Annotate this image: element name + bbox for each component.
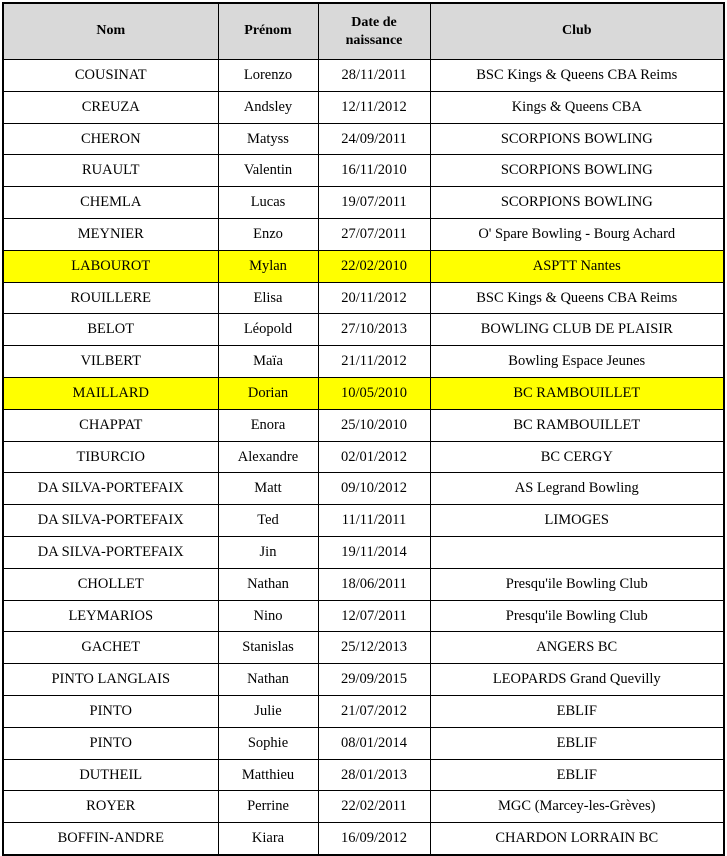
cell-club: Presqu'ile Bowling Club (430, 600, 724, 632)
cell-prenom: Matyss (218, 123, 318, 155)
cell-date: 08/01/2014 (318, 727, 430, 759)
column-header-nom: Nom (3, 3, 218, 60)
cell-date: 28/11/2011 (318, 60, 430, 92)
cell-prenom: Lucas (218, 187, 318, 219)
cell-prenom: Mylan (218, 250, 318, 282)
cell-club: MGC (Marcey-les-Grèves) (430, 791, 724, 823)
cell-date: 21/11/2012 (318, 346, 430, 378)
table-row (3, 60, 724, 92)
column-header-date-line1: Date de (351, 15, 397, 30)
table-row (3, 505, 724, 537)
cell-nom: MAILLARD (3, 377, 218, 409)
table-row (3, 473, 724, 505)
table-body (3, 60, 724, 855)
table-row (3, 187, 724, 219)
cell-date: 10/05/2010 (318, 377, 430, 409)
table-row (3, 250, 724, 282)
cell-club: Presqu'ile Bowling Club (430, 568, 724, 600)
cell-prenom: Lorenzo (218, 60, 318, 92)
table-row (3, 759, 724, 791)
cell-prenom: Nathan (218, 664, 318, 696)
cell-date: 24/09/2011 (318, 123, 430, 155)
cell-club: SCORPIONS BOWLING (430, 155, 724, 187)
cell-date: 22/02/2010 (318, 250, 430, 282)
cell-nom: DUTHEIL (3, 759, 218, 791)
table-row (3, 664, 724, 696)
cell-date: 16/11/2010 (318, 155, 430, 187)
cell-prenom: Alexandre (218, 441, 318, 473)
column-header-date-naissance (318, 3, 430, 60)
table-row (3, 409, 724, 441)
cell-prenom: Stanislas (218, 632, 318, 664)
cell-nom: LABOUROT (3, 250, 218, 282)
table-row (3, 314, 724, 346)
cell-nom: BELOT (3, 314, 218, 346)
cell-club: EBLIF (430, 695, 724, 727)
cell-nom: MEYNIER (3, 218, 218, 250)
cell-nom: CHOLLET (3, 568, 218, 600)
cell-date: 29/09/2015 (318, 664, 430, 696)
cell-nom: DA SILVA-PORTEFAIX (3, 473, 218, 505)
cell-nom: BOFFIN-ANDRE (3, 823, 218, 855)
cell-nom: DA SILVA-PORTEFAIX (3, 505, 218, 537)
cell-club: LIMOGES (430, 505, 724, 537)
cell-nom: CHEMLA (3, 187, 218, 219)
column-header-date-line2: naissance (345, 32, 403, 48)
table-row (3, 568, 724, 600)
cell-prenom: Andsley (218, 91, 318, 123)
table-header (3, 3, 724, 60)
cell-date: 11/11/2011 (318, 505, 430, 537)
cell-date: 18/06/2011 (318, 568, 430, 600)
cell-prenom: Perrine (218, 791, 318, 823)
cell-prenom: Julie (218, 695, 318, 727)
cell-nom: GACHET (3, 632, 218, 664)
cell-club: LEOPARDS Grand Quevilly (430, 664, 724, 696)
cell-prenom: Valentin (218, 155, 318, 187)
cell-nom: ROUILLERE (3, 282, 218, 314)
cell-date: 02/01/2012 (318, 441, 430, 473)
cell-prenom: Matthieu (218, 759, 318, 791)
cell-nom: VILBERT (3, 346, 218, 378)
cell-prenom: Elisa (218, 282, 318, 314)
cell-prenom: Dorian (218, 377, 318, 409)
table-row (3, 123, 724, 155)
cell-nom: PINTO (3, 727, 218, 759)
cell-club: EBLIF (430, 727, 724, 759)
cell-nom: CREUZA (3, 91, 218, 123)
cell-date: 27/07/2011 (318, 218, 430, 250)
cell-club (430, 536, 724, 568)
cell-prenom: Enzo (218, 218, 318, 250)
cell-date: 12/07/2011 (318, 600, 430, 632)
cell-nom: ROYER (3, 791, 218, 823)
roster-table (2, 2, 725, 856)
cell-prenom: Kiara (218, 823, 318, 855)
cell-nom: COUSINAT (3, 60, 218, 92)
table-row (3, 695, 724, 727)
cell-club: BC RAMBOUILLET (430, 409, 724, 441)
cell-nom: RUAULT (3, 155, 218, 187)
cell-date: 25/10/2010 (318, 409, 430, 441)
table-row (3, 377, 724, 409)
cell-date: 12/11/2012 (318, 91, 430, 123)
cell-prenom: Nino (218, 600, 318, 632)
table-row (3, 632, 724, 664)
table-row (3, 218, 724, 250)
cell-date: 22/02/2011 (318, 791, 430, 823)
cell-club: Bowling Espace Jeunes (430, 346, 724, 378)
cell-club: BSC Kings & Queens CBA Reims (430, 60, 724, 92)
cell-club: EBLIF (430, 759, 724, 791)
cell-date: 27/10/2013 (318, 314, 430, 346)
cell-nom: CHERON (3, 123, 218, 155)
cell-prenom: Léopold (218, 314, 318, 346)
cell-club: SCORPIONS BOWLING (430, 187, 724, 219)
cell-nom: PINTO (3, 695, 218, 727)
column-header-prenom: Prénom (218, 3, 318, 60)
cell-club: BC CERGY (430, 441, 724, 473)
cell-club: ANGERS BC (430, 632, 724, 664)
cell-prenom: Ted (218, 505, 318, 537)
cell-club: BC RAMBOUILLET (430, 377, 724, 409)
cell-nom: TIBURCIO (3, 441, 218, 473)
cell-nom: LEYMARIOS (3, 600, 218, 632)
cell-club: AS Legrand Bowling (430, 473, 724, 505)
cell-club: Kings & Queens CBA (430, 91, 724, 123)
cell-club: CHARDON LORRAIN BC (430, 823, 724, 855)
cell-date: 28/01/2013 (318, 759, 430, 791)
table-row (3, 346, 724, 378)
cell-nom: CHAPPAT (3, 409, 218, 441)
cell-date: 25/12/2013 (318, 632, 430, 664)
cell-prenom: Sophie (218, 727, 318, 759)
table-row (3, 155, 724, 187)
cell-prenom: Enora (218, 409, 318, 441)
cell-date: 19/11/2014 (318, 536, 430, 568)
cell-date: 21/07/2012 (318, 695, 430, 727)
table-row (3, 441, 724, 473)
table-row (3, 600, 724, 632)
cell-prenom: Matt (218, 473, 318, 505)
column-header-club: Club (430, 3, 724, 60)
table-row (3, 823, 724, 855)
table-row (3, 791, 724, 823)
cell-prenom: Nathan (218, 568, 318, 600)
cell-date: 19/07/2011 (318, 187, 430, 219)
table-row (3, 282, 724, 314)
cell-date: 09/10/2012 (318, 473, 430, 505)
table-row (3, 536, 724, 568)
cell-date: 16/09/2012 (318, 823, 430, 855)
table-row (3, 91, 724, 123)
cell-nom: DA SILVA-PORTEFAIX (3, 536, 218, 568)
cell-prenom: Maïa (218, 346, 318, 378)
cell-nom: PINTO LANGLAIS (3, 664, 218, 696)
cell-club: BOWLING CLUB DE PLAISIR (430, 314, 724, 346)
header-row (3, 3, 724, 60)
cell-club: BSC Kings & Queens CBA Reims (430, 282, 724, 314)
table-row (3, 727, 724, 759)
cell-club: ASPTT Nantes (430, 250, 724, 282)
cell-club: O' Spare Bowling - Bourg Achard (430, 218, 724, 250)
cell-date: 20/11/2012 (318, 282, 430, 314)
cell-prenom: Jin (218, 536, 318, 568)
cell-club: SCORPIONS BOWLING (430, 123, 724, 155)
